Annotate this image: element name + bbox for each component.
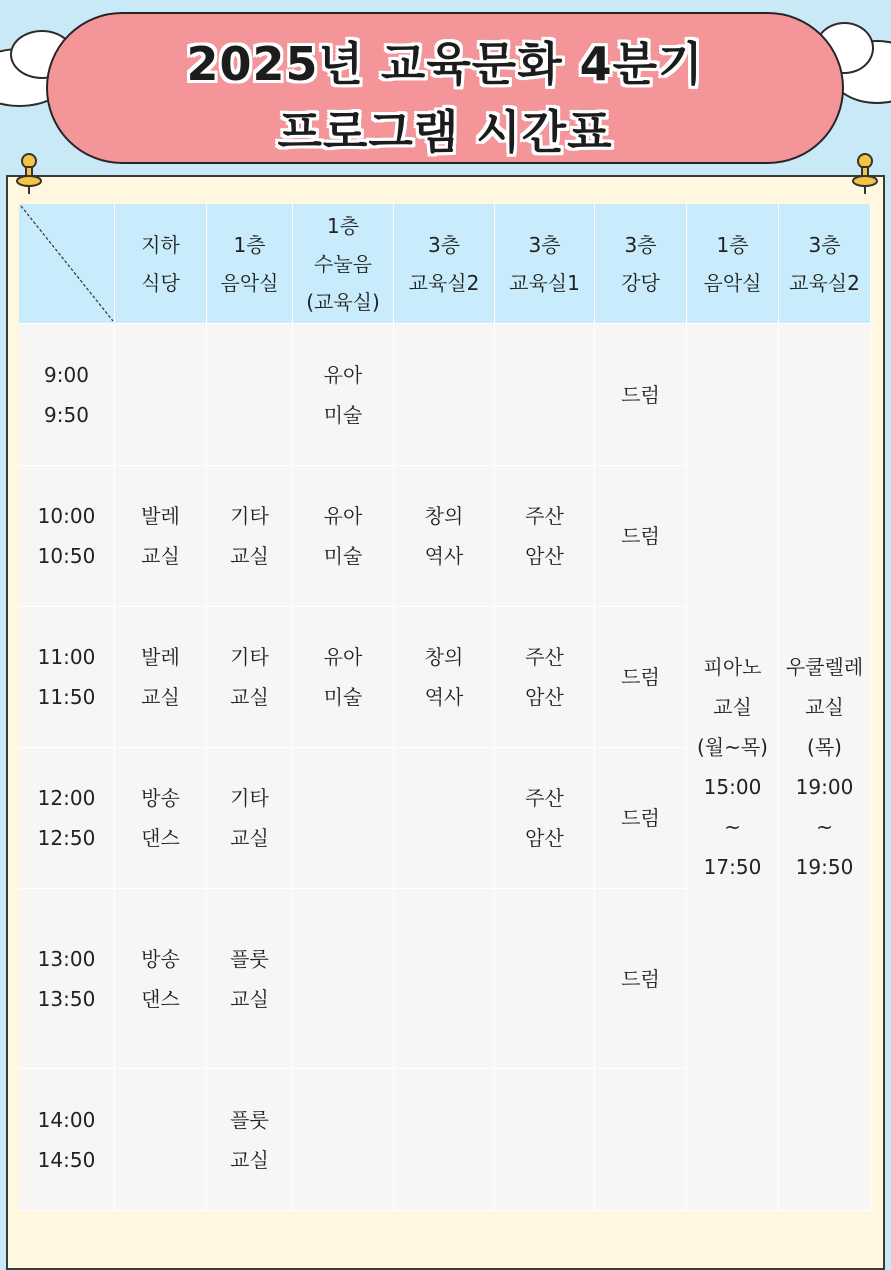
- ukulele-class-cell: 우쿨렐레 교실 (목) 19:00 ~ 19:50: [779, 324, 871, 1211]
- program-cell: 드럼: [595, 889, 687, 1069]
- program-cell: 주산 암산: [495, 466, 595, 607]
- header-col-3: 3층 교육실2: [394, 204, 495, 324]
- title-line-1: 2025년 교육문화 4분기: [186, 37, 704, 91]
- piano-class-cell: 피아노 교실 (월~목) 15:00 ~ 17:50: [687, 324, 779, 1211]
- header-row: [19, 204, 871, 324]
- program-cell: [115, 324, 207, 466]
- program-cell: [394, 324, 495, 466]
- pushpin-right-icon: [850, 152, 880, 196]
- program-cell: 드럼: [595, 607, 687, 748]
- program-cell: 유아 미술: [293, 324, 394, 466]
- program-cell: 창의 역사: [394, 466, 495, 607]
- pushpin-left-icon: [14, 152, 44, 196]
- corner-cell: [19, 204, 115, 324]
- program-cell: [115, 1069, 207, 1211]
- table-row: [19, 324, 871, 466]
- header-col-0: 지하 식당: [115, 204, 207, 324]
- program-cell: 플룻 교실: [207, 1069, 293, 1211]
- title-line-2: 프로그램 시간표: [277, 105, 613, 159]
- program-cell: 기타 교실: [207, 466, 293, 607]
- program-cell: 플룻 교실: [207, 889, 293, 1069]
- program-cell: [394, 748, 495, 889]
- schedule-table: [19, 204, 871, 1211]
- program-cell: [394, 889, 495, 1069]
- time-cell: 10:00 10:50: [19, 466, 115, 607]
- program-cell: [495, 1069, 595, 1211]
- program-cell: 드럼: [595, 324, 687, 466]
- program-cell: 발레 교실: [115, 607, 207, 748]
- program-cell: 방송 댄스: [115, 889, 207, 1069]
- program-cell: [293, 889, 394, 1069]
- program-cell: [293, 748, 394, 889]
- program-cell: 주산 암산: [495, 748, 595, 889]
- program-cell: [595, 1069, 687, 1211]
- header-col-2: 1층 수눌음 (교육실): [293, 204, 394, 324]
- program-cell: 주산 암산: [495, 607, 595, 748]
- time-cell: 12:00 12:50: [19, 748, 115, 889]
- diagonal-line: [19, 204, 115, 323]
- program-cell: [495, 324, 595, 466]
- header-col-6: 1층 음악실: [687, 204, 779, 324]
- program-cell: [495, 889, 595, 1069]
- program-cell: 발레 교실: [115, 466, 207, 607]
- program-cell: 방송 댄스: [115, 748, 207, 889]
- header-col-7: 3층 교육실2: [779, 204, 871, 324]
- program-cell: [207, 324, 293, 466]
- program-cell: [293, 1069, 394, 1211]
- time-cell: 13:00 13:50: [19, 889, 115, 1069]
- program-cell: 기타 교실: [207, 607, 293, 748]
- time-cell: 14:00 14:50: [19, 1069, 115, 1211]
- header-col-1: 1층 음악실: [207, 204, 293, 324]
- program-cell: 유아 미술: [293, 466, 394, 607]
- title-banner: [46, 12, 844, 164]
- time-cell: 11:00 11:50: [19, 607, 115, 748]
- header-col-4: 3층 교육실1: [495, 204, 595, 324]
- header-col-5: 3층 강당: [595, 204, 687, 324]
- program-cell: [394, 1069, 495, 1211]
- time-cell: 9:00 9:50: [19, 324, 115, 466]
- program-cell: 기타 교실: [207, 748, 293, 889]
- program-cell: 드럼: [595, 748, 687, 889]
- program-cell: 드럼: [595, 466, 687, 607]
- program-cell: 유아 미술: [293, 607, 394, 748]
- program-cell: 창의 역사: [394, 607, 495, 748]
